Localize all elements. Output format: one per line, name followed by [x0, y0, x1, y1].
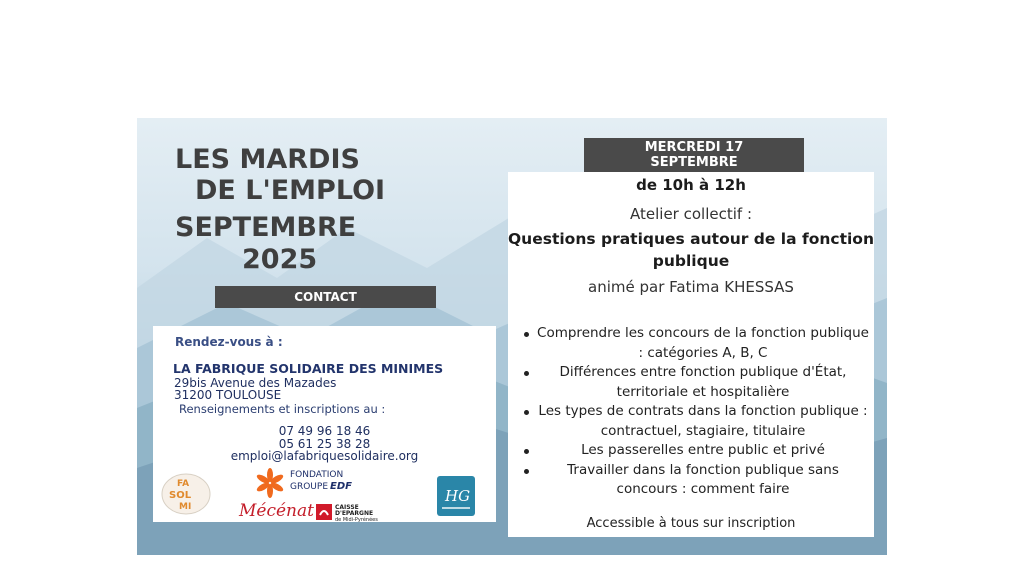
bullet-icon	[524, 449, 529, 454]
bullet-icon	[524, 332, 529, 337]
topic-item	[518, 324, 870, 363]
topic-item	[518, 363, 870, 402]
venue-name: LA FABRIQUE SOLIDAIRE DES MINIMES	[173, 361, 444, 376]
event-title: Questions pratiques autour de la fonction publique	[508, 230, 874, 270]
event-details-card	[508, 172, 874, 537]
event-date-badge	[584, 138, 804, 172]
email-link[interactable]: emploi@lafabriquesolidaire.org	[230, 449, 419, 463]
bullet-icon	[524, 469, 529, 474]
fabrique-logo-line-1: FA	[177, 479, 190, 489]
topic-item	[518, 441, 870, 461]
topic-text: Différences entre fonction publique d'État, territoriale et hospitalière	[559, 364, 847, 400]
bullet-icon	[524, 371, 529, 376]
accessibility-note: Accessible à tous sur inscription	[586, 516, 796, 531]
topic-text: Les types de contrats dans la fonction publique : contractuel, stagiaire, titulaire	[538, 403, 868, 439]
bullet-icon	[524, 410, 529, 415]
rendezvous-label: Rendez-vous à :	[175, 335, 283, 349]
contact-info-card	[153, 326, 496, 522]
renseignements-label: Renseignements et inscriptions au :	[179, 402, 386, 416]
address-line-1: 29bis Avenue des Mazades	[174, 376, 337, 390]
title-line-1: LES MARDIS	[175, 144, 360, 175]
atelier-label: Atelier collectif :	[630, 205, 752, 223]
topic-text: Travailler dans la fonction publique sans concours : comment faire	[567, 461, 839, 497]
edf-logo-line-3: EDF	[330, 481, 352, 492]
topics-list	[518, 324, 870, 500]
title-line-4: 2025	[242, 244, 318, 275]
fabrique-logo-line-3: MI	[179, 502, 192, 512]
caisse-logo-line-3: de Midi-Pyrénées	[335, 517, 378, 522]
caisse-epargne-logo	[316, 503, 396, 522]
hg-logo-text: HG	[445, 487, 471, 505]
fabrique-logo-line-2: SOL	[169, 490, 192, 501]
animator-line: animé par Fatima KHESSAS	[588, 278, 794, 296]
date-line-2: SEPTEMBRE	[650, 155, 738, 170]
hg-logo	[437, 476, 475, 516]
topic-text: Les passerelles entre public et privé	[581, 442, 825, 458]
phone-2[interactable]: 05 61 25 38 28	[278, 437, 371, 451]
date-line-1: MERCREDI 17	[644, 140, 744, 155]
fabrique-solidaire-logo	[161, 473, 211, 515]
event-time: de 10h à 12h	[636, 176, 746, 194]
topic-text: Comprendre les concours de la fonction publique : catégories A, B, C	[537, 325, 869, 361]
caisse-logo-line-1: CAISSE	[335, 504, 359, 511]
fondation-edf-logo	[254, 467, 374, 499]
title-line-3: SEPTEMBRE	[175, 212, 357, 243]
edf-logo-line-2: GROUPE	[290, 482, 329, 492]
phone-1[interactable]: 07 49 96 18 46	[278, 424, 371, 438]
caisse-logo-line-2: D'EPARGNE	[335, 510, 374, 517]
address-line-2: 31200 TOULOUSE	[174, 388, 282, 402]
mecenat-text: Mécénat	[239, 501, 314, 521]
edf-logo-line-1: FONDATION	[290, 470, 344, 480]
title-line-2: DE L'EMPLOI	[195, 175, 386, 206]
topic-item	[518, 461, 870, 500]
event-flyer	[137, 118, 887, 555]
contact-button[interactable]: CONTACT	[215, 286, 436, 308]
mecenat-signature	[237, 498, 317, 522]
topic-item	[518, 402, 870, 441]
